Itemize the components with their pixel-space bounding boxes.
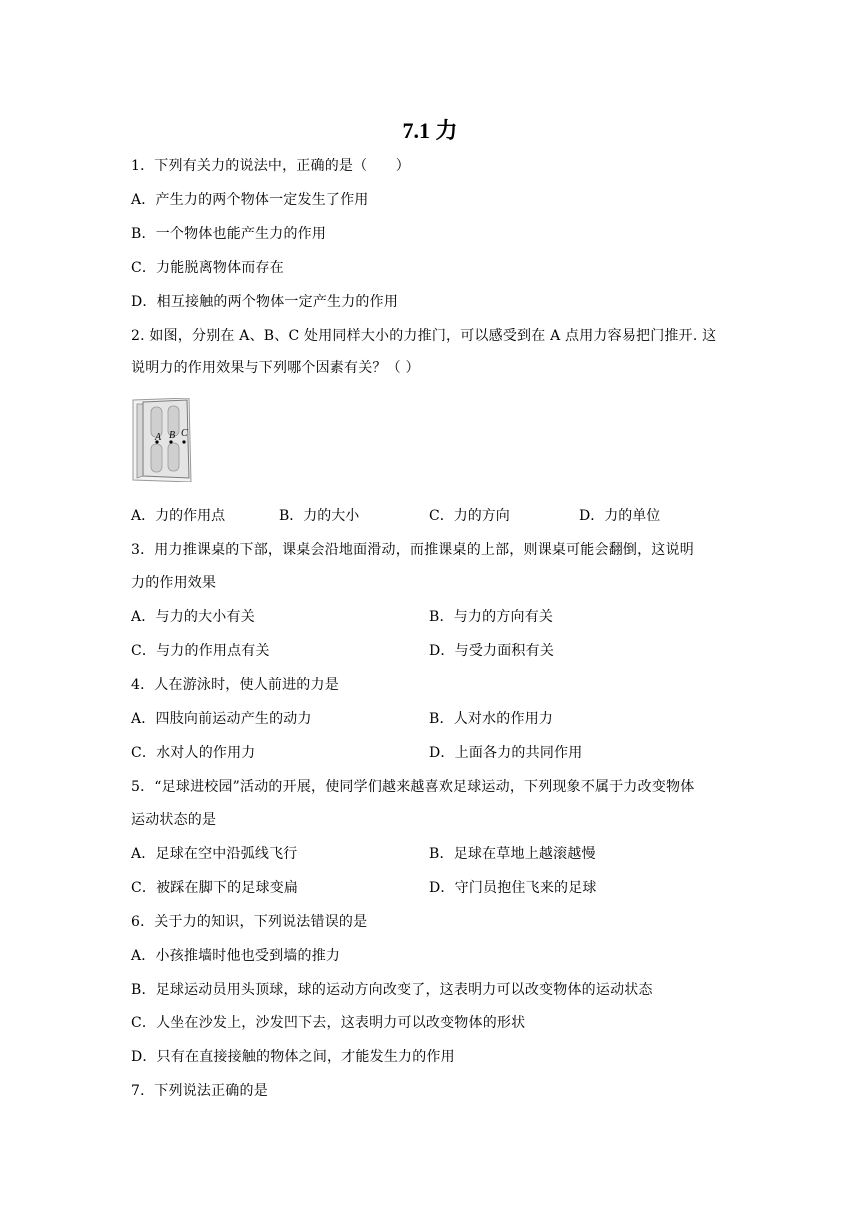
- question-5-option-b: B．足球在草地上越滚越慢: [429, 846, 596, 862]
- question-6-stem: 6．关于力的知识，下列说法错误的是: [131, 914, 368, 930]
- point-c-dot: [182, 440, 185, 443]
- question-2-option-c: C．力的方向: [429, 508, 510, 524]
- question-4-option-a: A．四肢向前运动产生的动力: [131, 711, 312, 727]
- question-3-stem-line-2: 力的作用效果: [131, 575, 217, 591]
- question-3-option-a: A．与力的大小有关: [131, 609, 255, 625]
- question-1-option-a: A．产生力的两个物体一定发生了作用: [131, 192, 369, 208]
- question-2-stem-line-1: 2. 如图，分别在 A、B、C 处用同样大小的力推门，可以感受到在 A 点用力容易把门推开. 这: [131, 328, 717, 344]
- point-a-label: A: [155, 432, 162, 443]
- point-c-label: C: [181, 428, 188, 439]
- question-3-stem-line-1: 3．用力推课桌的下部，课桌会沿地面滑动，而推课桌的上部，则课桌可能会翻倒，这说明: [131, 542, 694, 558]
- question-3-option-d: D．与受力面积有关: [429, 643, 555, 659]
- question-7-stem: 7．下列说法正确的是: [131, 1083, 268, 1099]
- question-1-stem: 1．下列有关力的说法中，正确的是（ ）: [131, 158, 410, 174]
- question-5-stem-line-1: 5．“足球进校园”活动的开展，使同学们越来越喜欢足球运动，下列现象不属于力改变物体: [131, 779, 695, 795]
- question-1-option-b: B．一个物体也能产生力的作用: [131, 226, 327, 242]
- question-5-stem-line-2: 运动状态的是: [131, 812, 217, 828]
- question-2-stem-line-2: 说明力的作用效果与下列哪个因素有关？（ ）: [131, 360, 420, 376]
- question-3-option-c: C．与力的作用点有关: [131, 643, 270, 659]
- question-6-option-a: A．小孩推墙时他也受到墙的推力: [131, 948, 341, 964]
- point-b-label: B: [169, 430, 176, 441]
- door-figure: [131, 398, 193, 482]
- question-3-option-b: B．与力的方向有关: [429, 609, 554, 625]
- question-6-option-c: C．人坐在沙发上，沙发凹下去，这表明力可以改变物体的形状: [131, 1015, 526, 1031]
- question-1-option-d: D．相互接触的两个物体一定产生力的作用: [131, 294, 399, 310]
- question-4-option-d: D．上面各力的共同作用: [429, 745, 583, 761]
- question-5-option-c: C．被踩在脚下的足球变扁: [131, 880, 299, 896]
- question-4-option-c: C．水对人的作用力: [131, 745, 256, 761]
- question-4-option-b: B．人对水的作用力: [429, 711, 554, 727]
- question-4-stem: 4．人在游泳时，使人前进的力是: [131, 677, 339, 693]
- question-5-option-d: D．守门员抱住飞来的足球: [429, 880, 597, 896]
- question-2-option-a: A．力的作用点: [131, 508, 226, 524]
- question-6-option-d: D．只有在直接接触的物体之间，才能发生力的作用: [131, 1049, 455, 1065]
- question-2-option-b: B．力的大小: [279, 508, 360, 524]
- question-1-option-c: C．力能脱离物体而存在: [131, 260, 284, 276]
- page-title: 7.1 力: [402, 118, 458, 143]
- question-2-option-d: D．力的单位: [579, 508, 661, 524]
- question-5-option-a: A．足球在空中沿弧线飞行: [131, 846, 298, 862]
- question-6-option-b: B．足球运动员用头顶球，球的运动方向改变了，这表明力可以改变物体的运动状态: [131, 982, 653, 998]
